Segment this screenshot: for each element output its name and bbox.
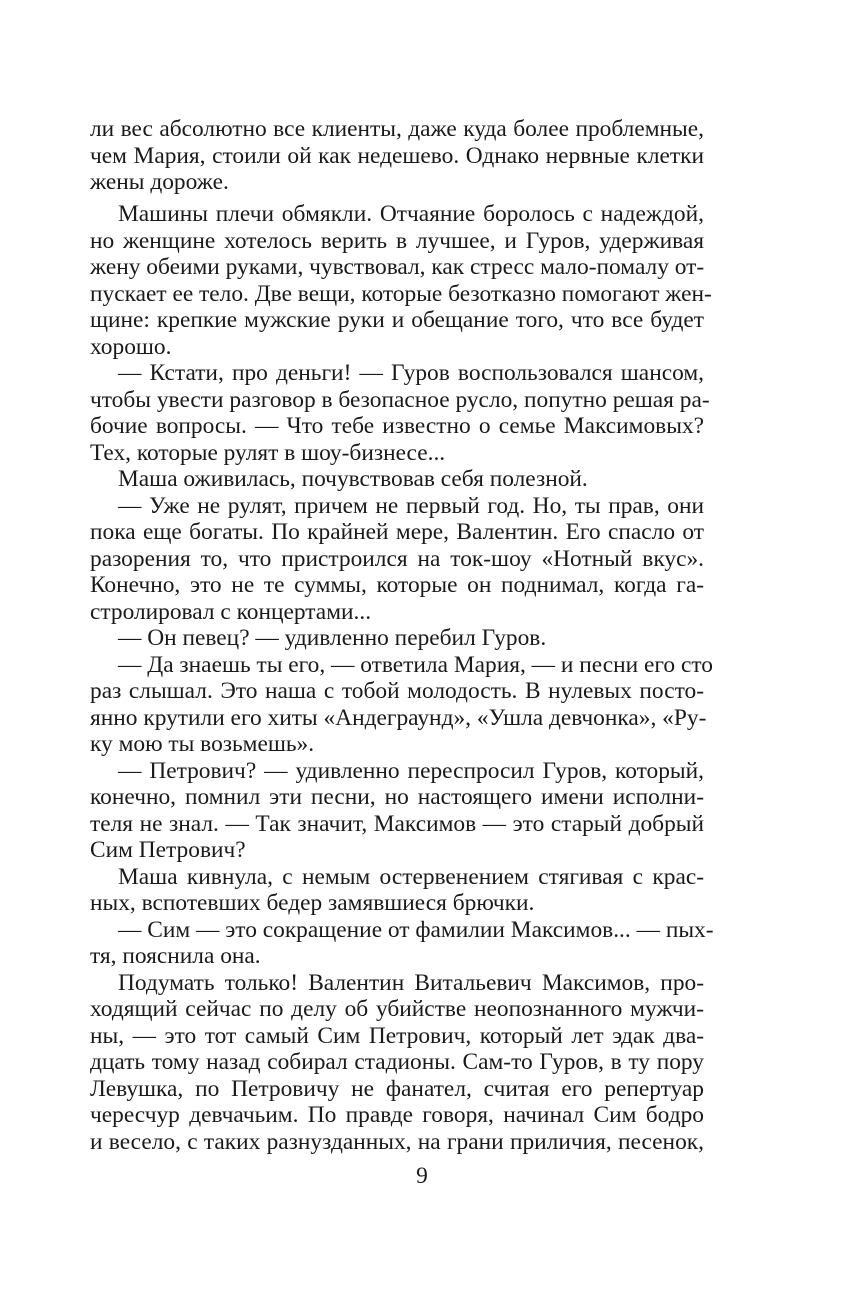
- text-line: щине: крепкие мужские руки и обещание того, что все будет: [90, 307, 704, 334]
- text-line: — Уже не рулят, причем не первый год. Но, ты прав, они: [118, 492, 704, 519]
- text-line: стролировал с концертами...: [90, 598, 372, 625]
- text-line: Маша оживилась, почувствовав себя полезной.: [118, 466, 588, 493]
- text-line: Конечно, это не те суммы, которые он поднимал, когда га-: [90, 572, 704, 599]
- text-line: ходящий сейчас по делу об убийстве неопознанного мужчи-: [90, 996, 704, 1023]
- page-number: 9: [416, 1163, 428, 1189]
- text-line: разорения то, что пристроился на ток-шоу «Нотный вкус».: [90, 545, 704, 572]
- text-line: Тех, которые рулят в шоу-бизнесе...: [90, 439, 446, 466]
- text-line: Левушка, по Петровичу не фанател, считая его репертуар: [90, 1075, 704, 1102]
- text-line: ны, — это тот самый Сим Петрович, который лет эдак два-: [90, 1022, 704, 1049]
- text-line: хорошо.: [90, 333, 172, 360]
- text-line: Сим Петрович?: [90, 837, 246, 864]
- text-line: пока еще богаты. По крайней мере, Валентин. Его спасло от: [90, 519, 704, 546]
- text-line: ли вес абсолютно все клиенты, даже куда более проблемные,: [90, 116, 704, 142]
- text-line: пускает ее тело. Две вещи, которые безотказно помогают жен-: [90, 280, 712, 307]
- text-line: дцать тому назад собирал стадионы. Сам-то Гуров, в ту пору: [90, 1049, 704, 1076]
- text-line: чтобы увести разговор в безопасное русло, попутно решая ра-: [90, 386, 710, 413]
- text-line: чем Мария, стоили ой как недешево. Однако нервные клетки: [90, 142, 704, 169]
- text-line: Маша кивнула, с немым остервенением стягивая с крас-: [118, 863, 704, 890]
- text-line: теля не знал. — Так значит, Максимов — это старый добрый: [90, 810, 704, 837]
- text-line: но женщине хотелось верить в лучшее, и Гуров, удерживая: [90, 227, 704, 254]
- text-line: жену обеими руками, чувствовал, как стресс мало-помалу от-: [90, 254, 705, 281]
- text-line: ных, вспотевших бедер замявшиеся брючки.: [90, 890, 535, 917]
- text-line: и весело, с таких разнузданных, на грани приличия, песенок,: [90, 1128, 704, 1155]
- text-line: бочие вопросы. — Что тебе известно о семье Максимовых?: [90, 413, 704, 440]
- text-line: тя, пояснила она.: [90, 943, 261, 970]
- text-line: конечно, помнил эти песни, но настоящего имени исполни-: [90, 784, 704, 811]
- text-line: чересчур девчачьим. По правде говоря, начинал Сим бодро: [90, 1102, 704, 1129]
- text-line: — Кстати, про деньги! — Гуров воспользовался шансом,: [118, 360, 704, 387]
- text-line: Машины плечи обмякли. Отчаяние боролось с надеждой,: [118, 201, 704, 228]
- text-line: — Он певец? — удивленно перебил Гуров.: [118, 625, 547, 652]
- text-line: ку мою ты возьмешь».: [90, 731, 315, 758]
- text-line: Подумать только! Валентин Витальевич Максимов, про-: [118, 969, 704, 996]
- body-text: [90, 116, 714, 1155]
- text-line: — Сим — это сокращение от фамилии Максимов... — пых-: [118, 916, 714, 943]
- text-line: жены дороже.: [90, 169, 229, 195]
- text-line: янно крутили его хиты «Андеграунд», «Ушла девчонка», «Ру-: [90, 704, 707, 731]
- text-line: — Петрович? — удивленно переспросил Гуров, который,: [118, 757, 704, 784]
- text-line: раз слышал. Это наша с тобой молодость. В нулевых посто-: [90, 678, 704, 705]
- text-line: — Да знаешь ты его, — ответила Мария, — и песни его сто: [118, 651, 713, 678]
